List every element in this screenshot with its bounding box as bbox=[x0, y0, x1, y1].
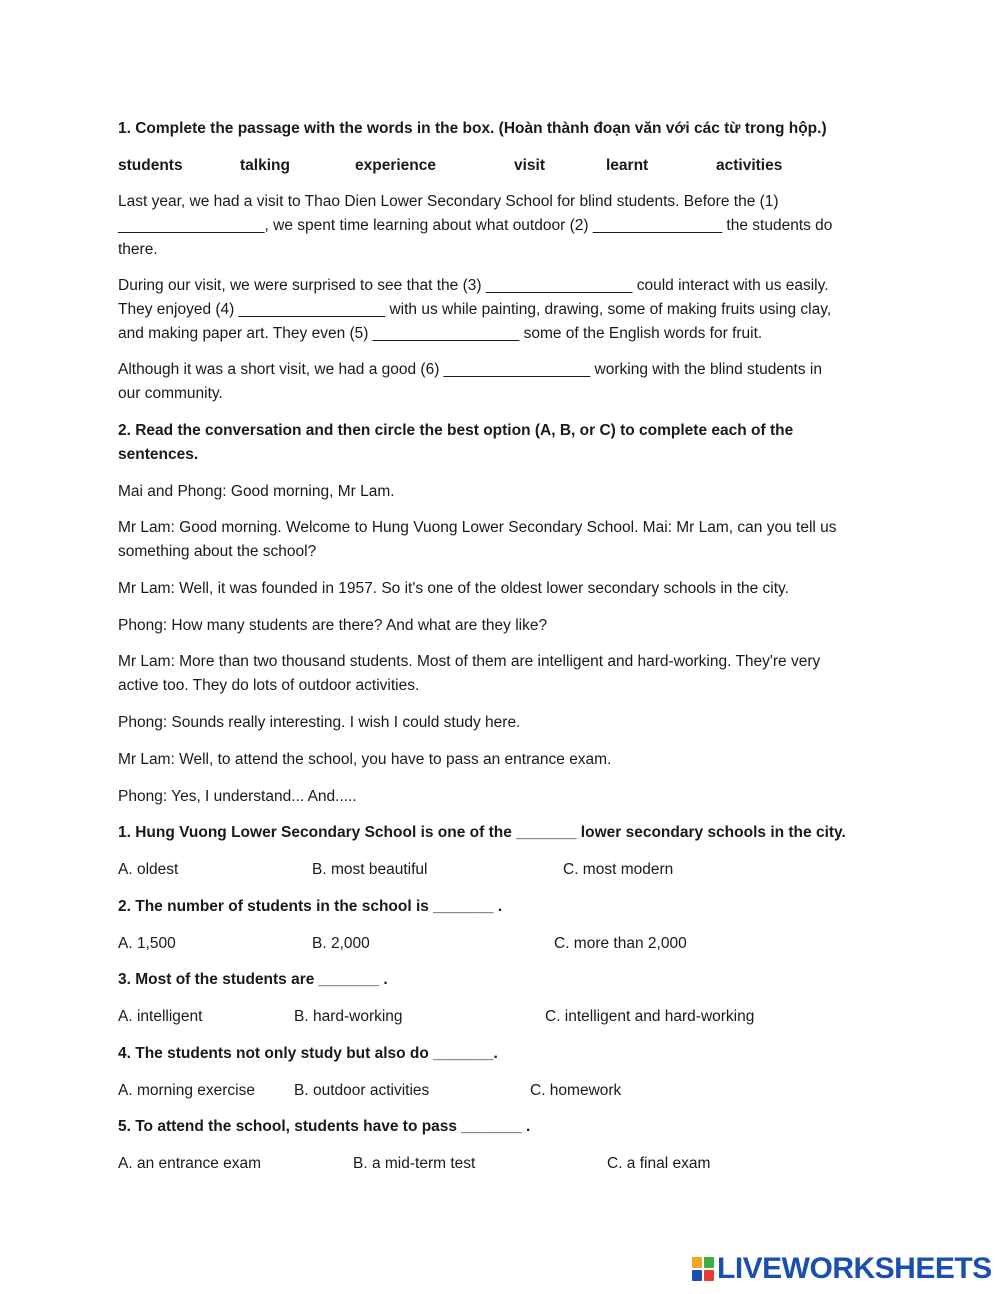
question-4: 4. The students not only study but also do _______. bbox=[118, 1045, 498, 1062]
conversation-line: Mai and Phong: Good morning, Mr Lam. bbox=[118, 483, 395, 500]
option-c[interactable]: C. most modern bbox=[563, 861, 674, 878]
conversation-line: something about the school? bbox=[118, 543, 317, 560]
conversation-line: Mr Lam: Good morning. Welcome to Hung Vuong Lower Secondary School. Mai: Mr Lam, can you tell us bbox=[118, 519, 837, 536]
word-box-item: experience bbox=[355, 157, 436, 174]
question-5: 5. To attend the school, students have to pass _______ . bbox=[118, 1118, 531, 1135]
option-b[interactable]: B. 2,000 bbox=[312, 935, 370, 952]
passage-paragraph-3: Although it was a short visit, we had a good (6) _________________ working with the blind students in bbox=[118, 361, 822, 378]
word-box-item: students bbox=[118, 157, 183, 174]
passage-paragraph-2: They enjoyed (4) _________________ with us while painting, drawing, some of making fruits using clay, bbox=[118, 301, 832, 318]
passage-paragraph-1: there. bbox=[118, 241, 158, 258]
conversation-line: Mr Lam: More than two thousand students. Most of them are intelligent and hard-working. They're very bbox=[118, 653, 821, 670]
option-c[interactable]: C. intelligent and hard-working bbox=[545, 1008, 755, 1025]
section2-heading: sentences. bbox=[118, 446, 199, 463]
passage-paragraph-3: our community. bbox=[118, 385, 223, 402]
option-b[interactable]: B. a mid-term test bbox=[353, 1155, 476, 1172]
option-a[interactable]: A. morning exercise bbox=[118, 1082, 255, 1099]
passage-paragraph-2: During our visit, we were surprised to see that the (3) _________________ could interact with us easily. bbox=[118, 277, 829, 294]
section1-heading: 1. Complete the passage with the words in the box. (Hoàn thành đoạn văn với các từ trong hộp.) bbox=[118, 120, 827, 137]
option-c[interactable]: C. more than 2,000 bbox=[554, 935, 687, 952]
word-box-item: visit bbox=[514, 157, 546, 174]
logo-block bbox=[692, 1257, 702, 1268]
option-c[interactable]: C. homework bbox=[530, 1082, 622, 1099]
option-a[interactable]: A. 1,500 bbox=[118, 935, 176, 952]
conversation-line: Phong: Sounds really interesting. I wish I could study here. bbox=[118, 714, 521, 731]
option-a[interactable]: A. oldest bbox=[118, 861, 179, 878]
logo-block bbox=[704, 1270, 714, 1281]
option-b[interactable]: B. hard-working bbox=[294, 1008, 403, 1025]
option-c[interactable]: C. a final exam bbox=[607, 1155, 711, 1172]
conversation-line: Mr Lam: Well, to attend the school, you have to pass an entrance exam. bbox=[118, 751, 612, 768]
option-b[interactable]: B. outdoor activities bbox=[294, 1082, 430, 1099]
section2-heading: 2. Read the conversation and then circle the best option (A, B, or C) to complete each of the bbox=[118, 422, 794, 439]
conversation-line: Mr Lam: Well, it was founded in 1957. So it's one of the oldest lower secondary schools in the city. bbox=[118, 580, 789, 597]
logo-text: LIVEWORKSHEETS bbox=[717, 1252, 992, 1285]
word-box-item: talking bbox=[240, 157, 290, 174]
passage-paragraph-1: Last year, we had a visit to Thao Dien Lower Secondary School for blind students. Before the (1) bbox=[118, 193, 779, 210]
question-1: 1. Hung Vuong Lower Secondary School is one of the _______ lower secondary schools in the city. bbox=[118, 824, 846, 841]
option-a[interactable]: A. an entrance exam bbox=[118, 1155, 262, 1172]
option-b[interactable]: B. most beautiful bbox=[312, 861, 428, 878]
logo-block bbox=[704, 1257, 714, 1268]
conversation-line: active too. They do lots of outdoor activities. bbox=[118, 677, 420, 694]
logo-block bbox=[692, 1270, 702, 1281]
liveworksheets-logo bbox=[692, 1252, 992, 1286]
passage-paragraph-2: and making paper art. They even (5) _________________ some of the English words for fruit. bbox=[118, 325, 763, 342]
passage-paragraph-1: _________________, we spent time learning about what outdoor (2) _______________ the students do bbox=[118, 217, 833, 234]
question-2: 2. The number of students in the school is _______ . bbox=[118, 898, 503, 915]
question-3: 3. Most of the students are _______ . bbox=[118, 971, 388, 988]
option-a[interactable]: A. intelligent bbox=[118, 1008, 203, 1025]
conversation-line: Phong: How many students are there? And what are they like? bbox=[118, 617, 548, 634]
conversation-line: Phong: Yes, I understand... And..... bbox=[118, 788, 357, 805]
logo-blocks-icon bbox=[692, 1257, 714, 1281]
word-box-item: activities bbox=[716, 157, 783, 174]
word-box-item: learnt bbox=[606, 157, 649, 174]
